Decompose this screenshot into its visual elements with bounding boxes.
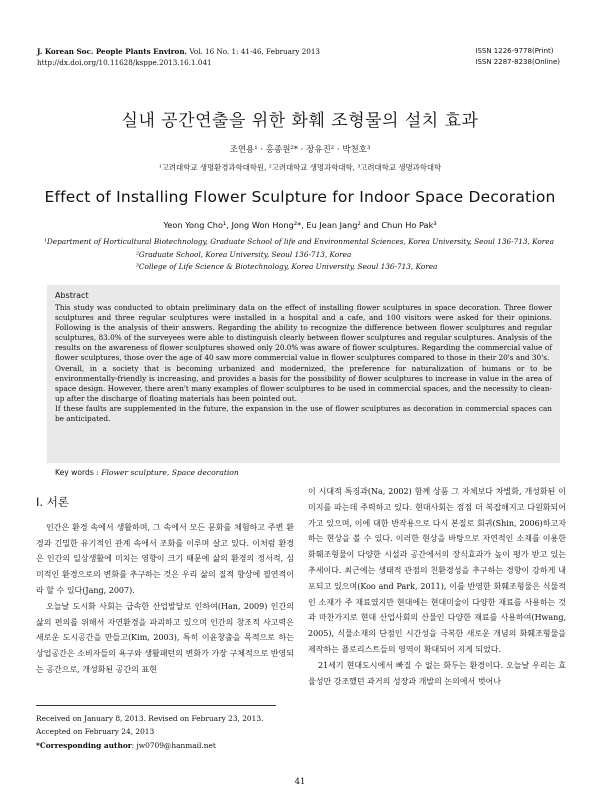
right-column <box>308 484 566 689</box>
journal-header <box>37 46 320 68</box>
issn-online: ISSN 2287-8238(Online) <box>475 58 560 66</box>
body-paragraph: 이 시대적 특징과(Na, 2002) 함께 상품 그 자체보다 차별화, 개성화된 이미지를 파는데 주력하고 있다. 현대사회는 점점 더 복잡해지고 다원화되어 가고 있으며, 이에 대한 반작용으로 다시 본질로 회귀(Shin, 2006)하고자 하는 현상을 볼 수 있다. 이러한 현상을 바탕으로 자연적인 소재를 이용한 화훼조형물이 다양한 시설과 공간에서의 장식효과가 높이 평가 받고 있는 추세이다. 최근에는 생태적 관점의 친환경성을 추구하는 경향이 강하게 내포되고 있으며(Koo and Park, 2011), 이를 반영한 화훼조형물은 식물적인 소재가 주 재료였지만 현대에는 현대미술이 다양한 재료를 사용하는 것과 마찬가지로 현대 산업사회의 산물인 다양한 재료를 사용하여(Hwang, 2005), 식물소재의 단점인 시간성을 극복한 새로운 개념의 화훼조형물을 제작하는 플로리스트들의 영역이 확대되어 지게 되었다. <box>308 487 566 654</box>
affiliation-1: ¹Department of Horticultural Biotechnology, Graduate School of life and Environmental Sciences, Korea University, Seoul 136-713, Korea <box>44 237 554 246</box>
page-number: 41 <box>294 777 306 787</box>
korean-title: 실내 공간연출을 위한 화훼 조형물의 설치 효과 <box>121 111 479 131</box>
abstract-paragraph: If these faults are supplemented in the future, the expansion in the use of flower sculptures as decoration in commercial spaces can be anticipated. <box>55 403 552 424</box>
keywords-sep: : <box>93 468 102 477</box>
korean-authors: 조연용¹ · 홍종원²* · 장유진² · 박천호³ <box>229 145 371 155</box>
english-affiliations <box>44 236 574 274</box>
section-heading: Ⅰ. 서론 <box>36 495 69 509</box>
footnotes <box>36 712 263 752</box>
issn-print: ISSN 1226-9778(Print) <box>475 47 554 55</box>
body-paragraph: 인간은 환경 속에서 생활하며, 그 속에서 모든 문화를 체험하고 주변 환경과 긴밀한 유기적인 관계 속에서 조화를 이루며 살고 있다. 이처럼 환경은 인간의 일상생활에 미치는 영향이 크기 때문에 삶의 환경의 정서적, 심미적인 환경으로의 변화를 추구하는 것은 우리 삶의 질적 향상에 필연적이라 할 수 있다(Jang, 2007). <box>36 522 294 595</box>
journal-issue: Vol. 16 No. 1: 41-46, February 2013 <box>187 47 321 56</box>
abstract-paragraph: This study was conducted to obtain preliminary data on the effect of installing flower sculptures in space decoration. Three flower sculptures and three regular sculptures were installed in a hospital and a cafe, and 100 visitors were asked for their opinions. Following is the analysis of their answers. Regarding the ability to recognize the difference between flower sculptures and regular sculptures, 83.0% of the surveyees were able to distinguish clearly between flower sculptures and regular sculptures. Analysis of the results on the awareness of flower sculptures showed only 20.0% was aware of flower sculptures. Regarding the commercial value of flower sculptures, those over the age of 40 saw more commercial value in flower sculptures compared to those in their 20's and 30's. <box>55 303 552 363</box>
english-authors: Yeon Yong Cho¹, Jong Won Hong²*, Eu Jean Jang² and Chun Ho Pak³ <box>163 220 437 230</box>
journal-name: J. Korean Soc. People Plants Environ. <box>37 47 188 56</box>
affiliation-3: ³College of Life Science & Biotechnology, Korea University, Seoul 136-713, Korea <box>136 262 438 272</box>
doi-link[interactable]: http://dx.doi.org/10.11628/ksppe.2013.16.1.041 <box>37 58 212 67</box>
corresponding-label: *Corresponding author <box>36 740 132 750</box>
abstract-label: Abstract <box>55 291 89 300</box>
affiliation-2: ²Graduate School, Korea University, Seoul 136-713, Korea <box>136 249 352 259</box>
corresponding-email[interactable]: : jw0709@hanmail.net <box>131 740 216 750</box>
abstract-text <box>55 303 552 424</box>
keywords-value: Flower sculpture, Space decoration <box>101 468 239 477</box>
english-title: Effect of Installing Flower Sculpture for Indoor Space Decoration <box>44 188 556 206</box>
left-column <box>36 495 294 678</box>
received-date: Received on January 8, 2013. Revised on February 23, 2013. <box>36 714 264 723</box>
keywords-label: Key words <box>55 468 94 477</box>
abstract-box <box>47 285 560 463</box>
keywords-line <box>47 463 560 483</box>
body-paragraph: 오늘날 도시화 사회는 급속한 산업발달로 인하여(Han, 2009) 인간의 삶의 편의를 위해서 자연환경을 파괴하고 있으며 인간의 창조적 사고력은 새로운 도시공간을 만들고(Kim, 2003), 특히 이윤창출을 목적으로 하는 상업공간은 소비자들의 욕구와 생활패턴의 변화가 가장 구체적으로 반영되는 공간으로, 개성화된 공간의 표현 <box>36 601 294 674</box>
footnote-rule <box>36 705 276 706</box>
accepted-date: Accepted on February 24, 2013 <box>36 727 155 737</box>
abstract-paragraph: Overall, in a society that is becoming urbanized and modernized, the preference for naturalization of humans or to be environmentally-friendly is increasing, and provides a basis for the possibility of flower sculptures to increase in value in the area of space design. However, there aren't many examples of flower sculptures to be used in commercial spaces, and the necessity to clean-up after the discharge of floating materials has been pointed out. <box>55 363 552 403</box>
korean-affiliations: ¹고려대학교 생명환경과학대학원, ²고려대학교 생명과학대학, ³고려대학교 생명과학대학 <box>158 163 442 172</box>
body-paragraph: 21세기 현대도시에서 빠질 수 없는 화두는 환경이다. 오늘날 우리는 효율성만 강조했던 과거의 성장과 개발의 논의에서 벗어나 <box>308 660 566 686</box>
issn-block <box>475 46 560 68</box>
